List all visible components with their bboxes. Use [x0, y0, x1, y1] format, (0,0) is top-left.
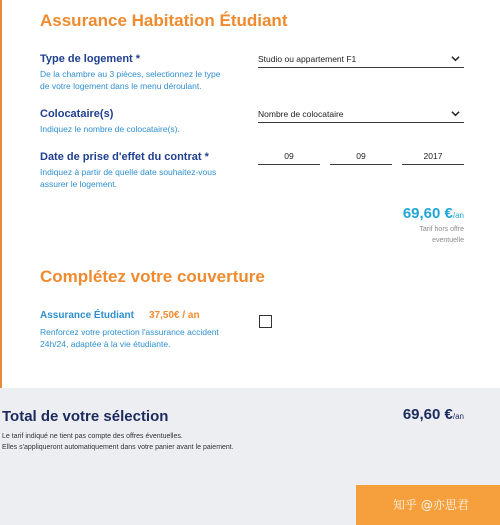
- housing-type-select[interactable]: [258, 52, 464, 68]
- base-price-unit: /an: [452, 211, 464, 220]
- addon-label: Assurance Étudiant: [40, 310, 134, 321]
- base-price-amount: 69,60 €: [402, 205, 453, 222]
- total-price-amount: 69,60 €: [402, 406, 453, 423]
- base-price-note-1: Tarif hors offre: [419, 226, 464, 233]
- start-date-label: Date de prise d'effet du contrat *: [40, 151, 209, 163]
- addon-help-2: 24h/24, adaptée à la vie étudiante.: [40, 339, 171, 349]
- total-title: Total de votre sélection: [2, 408, 169, 425]
- total-price-unit: /an: [452, 412, 464, 421]
- roommates-value: Nombre de colocataire: [258, 109, 344, 119]
- coverage-title: Complétez votre couverture: [40, 267, 265, 286]
- start-date-help-2: assurer le logement.: [40, 179, 118, 189]
- start-date-day-input[interactable]: 09: [258, 149, 320, 165]
- housing-type-label: Type de logement *: [40, 53, 141, 65]
- roommates-help: Indiquez le nombre de colocataire(s).: [40, 124, 180, 134]
- watermark: 知乎 @亦思君: [393, 498, 469, 512]
- base-price: [403, 205, 464, 222]
- housing-type-help-2: de votre logement dans le menu déroulant.: [40, 81, 202, 91]
- base-price-note-2: eventuelle: [432, 237, 464, 244]
- start-date-year-input[interactable]: 2017: [402, 149, 464, 165]
- roommates-select[interactable]: [258, 107, 464, 123]
- base-price-note: [419, 224, 464, 246]
- total-price: [403, 406, 464, 423]
- chevron-down-icon: [451, 54, 460, 63]
- total-note-1: Le tarif indiqué ne tient pas compte des offres éventuelles.: [2, 433, 183, 440]
- start-date-month-input[interactable]: 09: [330, 149, 392, 165]
- addon-price: 37,50€ / an: [149, 310, 200, 321]
- total-note-2: Elles s'appliqueront automatiquement dans votre panier avant le paiement.: [2, 444, 234, 451]
- form-title: Assurance Habitation Étudiant: [40, 11, 288, 30]
- addon-help-1: Renforcez votre protection l'assurance accident: [40, 327, 219, 337]
- start-date-help-1: Indiquez à partir de quelle date souhaitez-vous: [40, 167, 217, 177]
- chevron-down-icon: [451, 109, 460, 118]
- housing-type-help-1: De la chambre au 3 pièces, selectionnez le type: [40, 69, 221, 79]
- addon-checkbox[interactable]: [259, 315, 272, 328]
- roommates-label: Colocataire(s): [40, 108, 114, 120]
- housing-type-value: Studio ou appartement F1: [258, 54, 357, 64]
- total-note: [2, 431, 234, 453]
